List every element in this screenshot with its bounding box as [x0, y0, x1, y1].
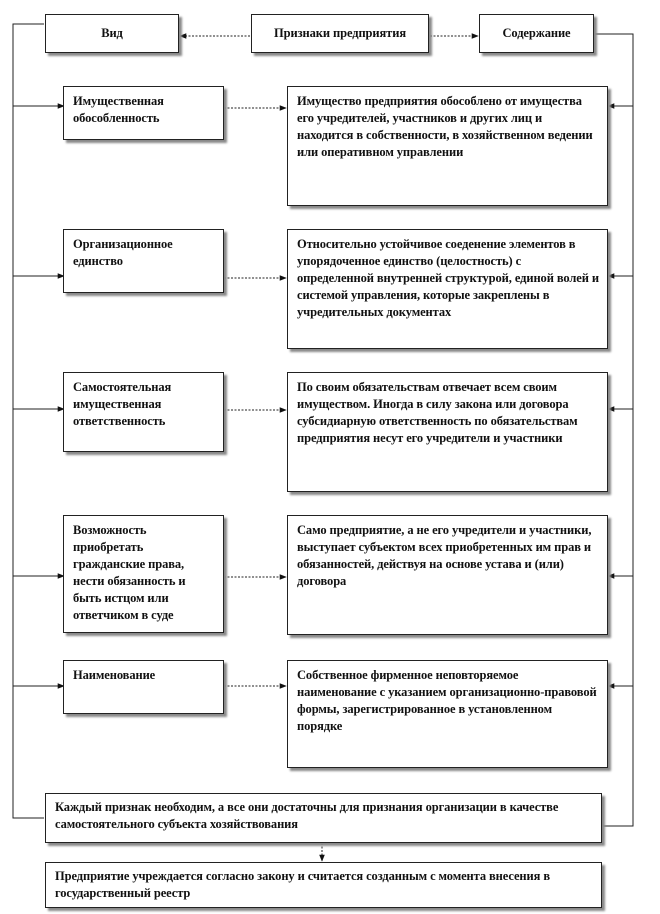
content-box-name	[287, 660, 608, 768]
content-box-legal-capacity	[287, 515, 608, 635]
content-box-property-separation	[287, 86, 608, 206]
content-text: Само предприятие, а не его учредители и участники, выступает субъектом всех приобретенных им прав и обязанностей, действуя на основе устава и (или) договора	[297, 523, 592, 588]
final-text: Предприятие учреждается согласно закону и считается созданным с момента внесения в государственный реестр	[55, 869, 550, 900]
type-box-legal-capacity	[63, 515, 224, 633]
content-text: Имущество предприятия обособлено от имущества его учредителей, участников и других лиц и находится в собственности, в хозяйственном ведении или оперативном управлении	[297, 94, 593, 159]
header-content-box	[479, 14, 594, 53]
header-features-label: Признаки предприятия	[274, 26, 406, 40]
summary-box	[45, 793, 602, 843]
content-text: По своим обязательствам отвечает всем своим имуществом. Иногда в силу закона или договора субсидиарную ответственность по обязательствам предприятия несут его учредители и участники	[297, 380, 578, 445]
type-box-name	[63, 660, 224, 714]
content-box-liability	[287, 372, 608, 492]
header-vid-label: Вид	[101, 26, 123, 40]
content-text: Собственное фирменное неповторяемое наименование с указанием организационно-правовой формы, зарегистрированное в установленном порядке	[297, 668, 597, 733]
type-box-property-separation	[63, 86, 224, 140]
final-box	[45, 862, 602, 908]
header-vid-box	[45, 14, 179, 53]
header-content-label: Содержание	[502, 26, 571, 40]
type-label: Самостоятельная имущественная ответственность	[73, 380, 172, 428]
type-label: Наименование	[73, 668, 156, 682]
content-text: Относительно устойчивое соеденение элементов в упорядоченное единство (целостность) с определенной внутренней структурой, единой волей и системой управления, которые закреплены в учредительных документах	[297, 237, 599, 319]
content-box-organizational-unity	[287, 229, 608, 349]
type-label: Имущественная обособленность	[73, 94, 164, 125]
header-features-box	[251, 14, 429, 53]
left-spine-line	[13, 24, 44, 818]
summary-text: Каждый признак необходим, а все они достаточны для признания организации в качестве самостоятельного субъекта хозяйствования	[55, 800, 559, 831]
type-box-organizational-unity	[63, 229, 224, 293]
type-label: Организационное единство	[73, 237, 173, 268]
type-label: Возможность приобретать гражданские права, нести обязанность и быть истцом или ответчиком в суде	[73, 523, 186, 622]
type-box-liability	[63, 372, 224, 452]
